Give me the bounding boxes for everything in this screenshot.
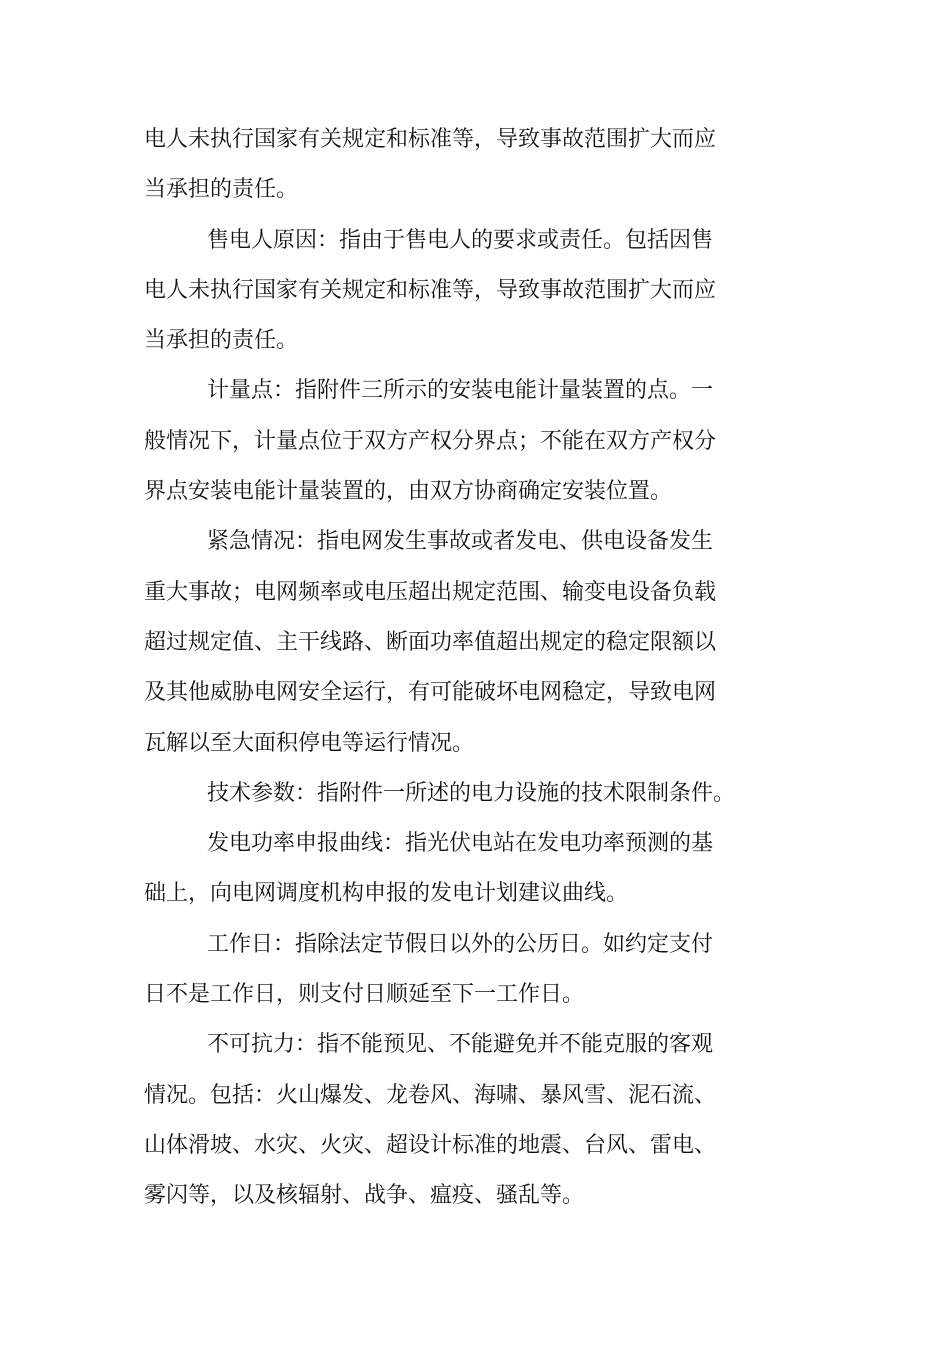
paragraph-start-line: 紧急情况：指电网发生事故或者发电、供电设备发生 — [207, 529, 714, 555]
paragraph-start-line: 计量点：指附件三所示的安装电能计量装置的点。一 — [207, 378, 714, 404]
paragraph-start-line: 售电人原因：指由于售电人的要求或责任。包括因售 — [207, 227, 714, 253]
text-line: 情况。包括：火山爆发、龙卷风、海啸、暴风雪、泥石流、 — [144, 1082, 717, 1108]
text-line: 电人未执行国家有关规定和标准等，导致事故范围扩大而应 — [144, 277, 717, 303]
text-line: 界点安装电能计量装置的，由双方协商确定安装位置。 — [144, 479, 673, 505]
text-line: 电人未执行国家有关规定和标准等，导致事故范围扩大而应 — [144, 127, 717, 152]
paragraph-start-line: 发电功率申报曲线：指光伏电站在发电功率预测的基 — [207, 831, 714, 857]
text-line: 山体滑坡、水灾、火灾、超设计标准的地震、台风、雷电、 — [144, 1132, 717, 1158]
text-line: 瓦解以至大面积停电等运行情况。 — [144, 730, 475, 756]
text-line: 及其他威胁电网安全运行，有可能破坏电网稳定，导致电网 — [144, 680, 717, 706]
text-line: 雾闪等，以及核辐射、战争、瘟疫、骚乱等。 — [144, 1183, 585, 1209]
text-line: 超过规定值、主干线路、断面功率值超出规定的稳定限额以 — [144, 629, 717, 655]
text-line: 当承担的责任。 — [144, 328, 299, 354]
paragraph-start-line: 不可抗力：指不能预见、不能避免并不能克服的客观 — [207, 1032, 714, 1058]
text-line: 日不是工作日，则支付日顺延至下一工作日。 — [144, 982, 585, 1008]
paragraph-start-line: 技术参数：指附件一所述的电力设施的技术限制条件。 — [207, 780, 736, 806]
text-line: 重大事故；电网频率或电压超出规定范围、输变电设备负载 — [144, 579, 717, 605]
paragraph-start-line: 工作日：指除法定节假日以外的公历日。如约定支付 — [207, 931, 714, 957]
text-line: 础上，向电网调度机构申报的发电计划建议曲线。 — [144, 881, 629, 907]
document-body — [144, 115, 764, 1222]
text-line: 般情况下，计量点位于双方产权分界点；不能在双方产权分 — [144, 428, 717, 454]
text-line: 当承担的责任。 — [144, 177, 299, 203]
